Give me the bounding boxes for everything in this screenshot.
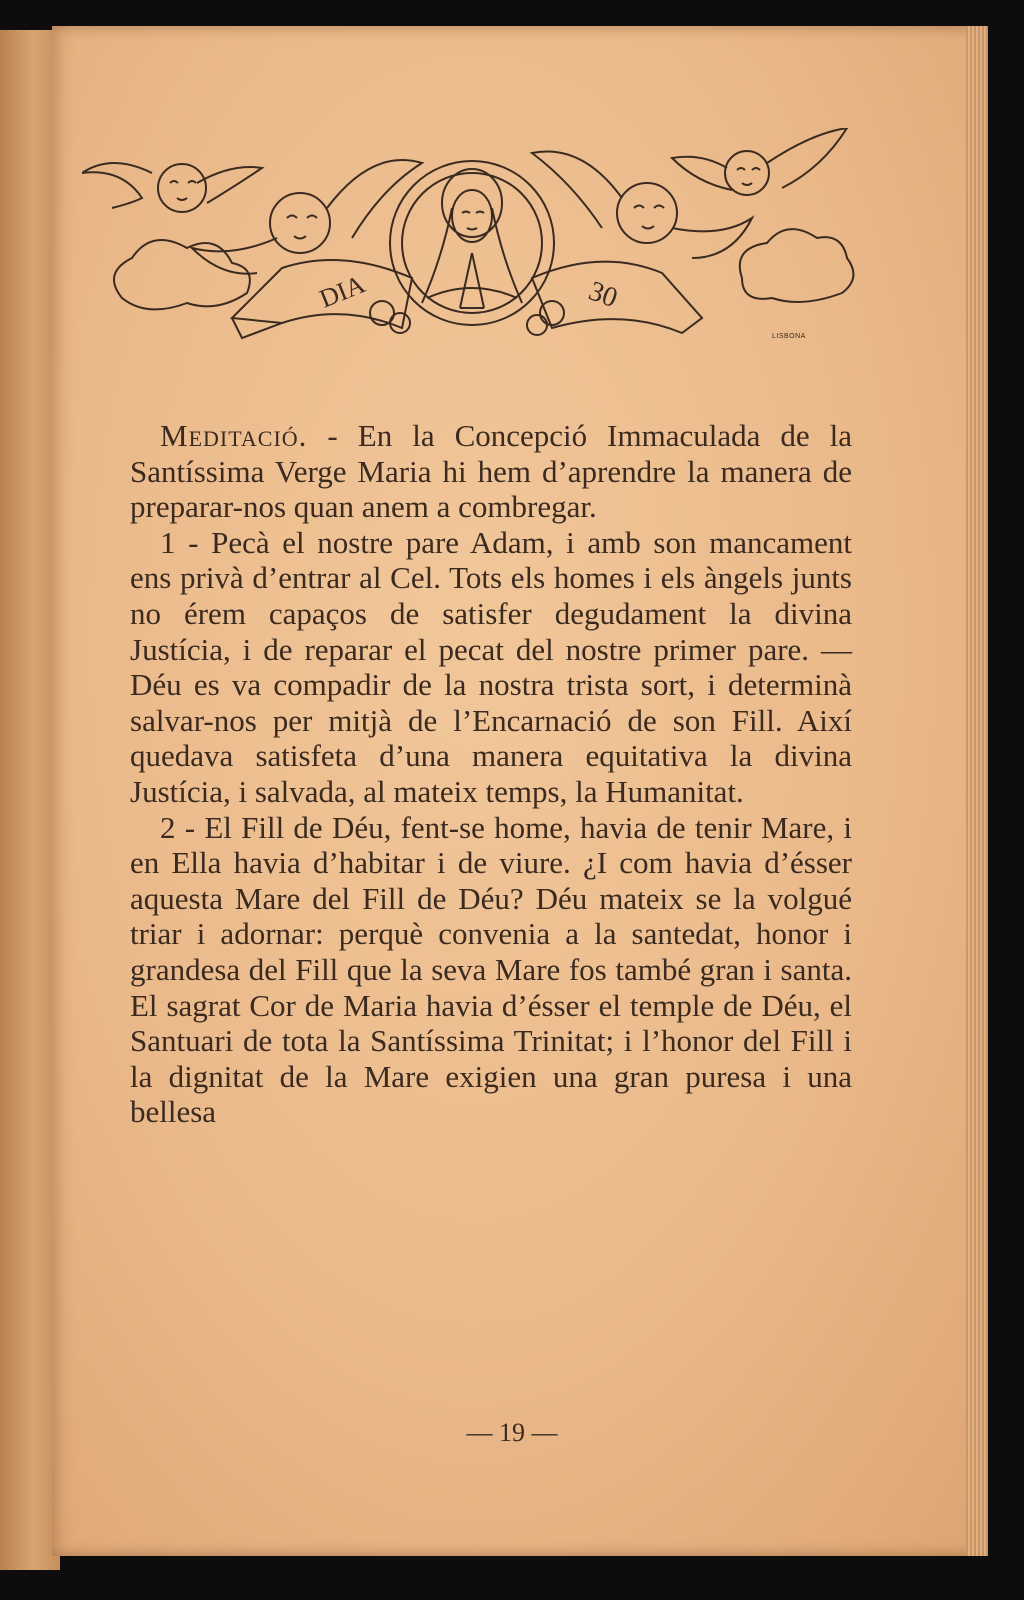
- cherub-left-outer-icon: [82, 163, 262, 212]
- page-fore-edge: [966, 26, 988, 1556]
- cherub-left-inner-icon: [192, 160, 422, 274]
- halo-icon: [442, 169, 502, 237]
- banner-right-text: 30: [584, 275, 622, 315]
- roses-icon: [370, 301, 564, 335]
- artist-credit: LISBONA: [772, 333, 806, 340]
- cherub-right-inner-icon: [532, 151, 752, 258]
- paragraph-1: 1 - Pecà el nostre pare Adam, i amb son mancament ens privà d’entrar al Cel. Tots els homes i els àngels junts no érem capaços de satisfer degudament la divina Justícia, i de reparar el pecat del nostre primer pare. — Déu es va compadir de la nostra trista sort, i determinà salvar-nos per mitjà de l’Encarnació de son Fill. Així quedava satisfeta d’una manera equitativa la divina Justícia, i salvada, al mateix temps, la Humanitat.: [130, 524, 852, 809]
- left-page-edge: [0, 30, 60, 1570]
- cherub-right-outer-icon: [672, 128, 847, 195]
- virgin-mary-icon: [422, 190, 522, 308]
- page-number: — 19 —: [466, 1418, 558, 1447]
- meditation-intro-text: - En la Concepció Immaculada de la Santíssima Verge Maria hi hem d’aprendre la manera de preparar-nos quan anem a combregar.: [130, 418, 852, 525]
- banner-left-text: DIA: [315, 269, 370, 314]
- meditation-intro-paragraph: [130, 418, 852, 525]
- header-ornament: [82, 128, 862, 358]
- meditation-label: Meditació.: [160, 418, 308, 453]
- meditation-text: [130, 418, 852, 1130]
- paragraph-2: 2 - El Fill de Déu, fent-se home, havia de tenir Mare, i en Ella havia d’habitar i de viure. ¿I com havia d’ésser aquesta Mare del Fill de Déu? Déu mateix se la volgué triar i adornar: perquè convenia a la santedat, honor i grandesa del Fill que la seva Mare fos també gran i santa. El sagrat Cor de Maria havia d’ésser el temple de Déu, el Santuari de tota la Santíssima Trinitat; i l’honor del Fill i la dignitat de la Mare exigien una gran puresa i una bellesa: [130, 809, 852, 1130]
